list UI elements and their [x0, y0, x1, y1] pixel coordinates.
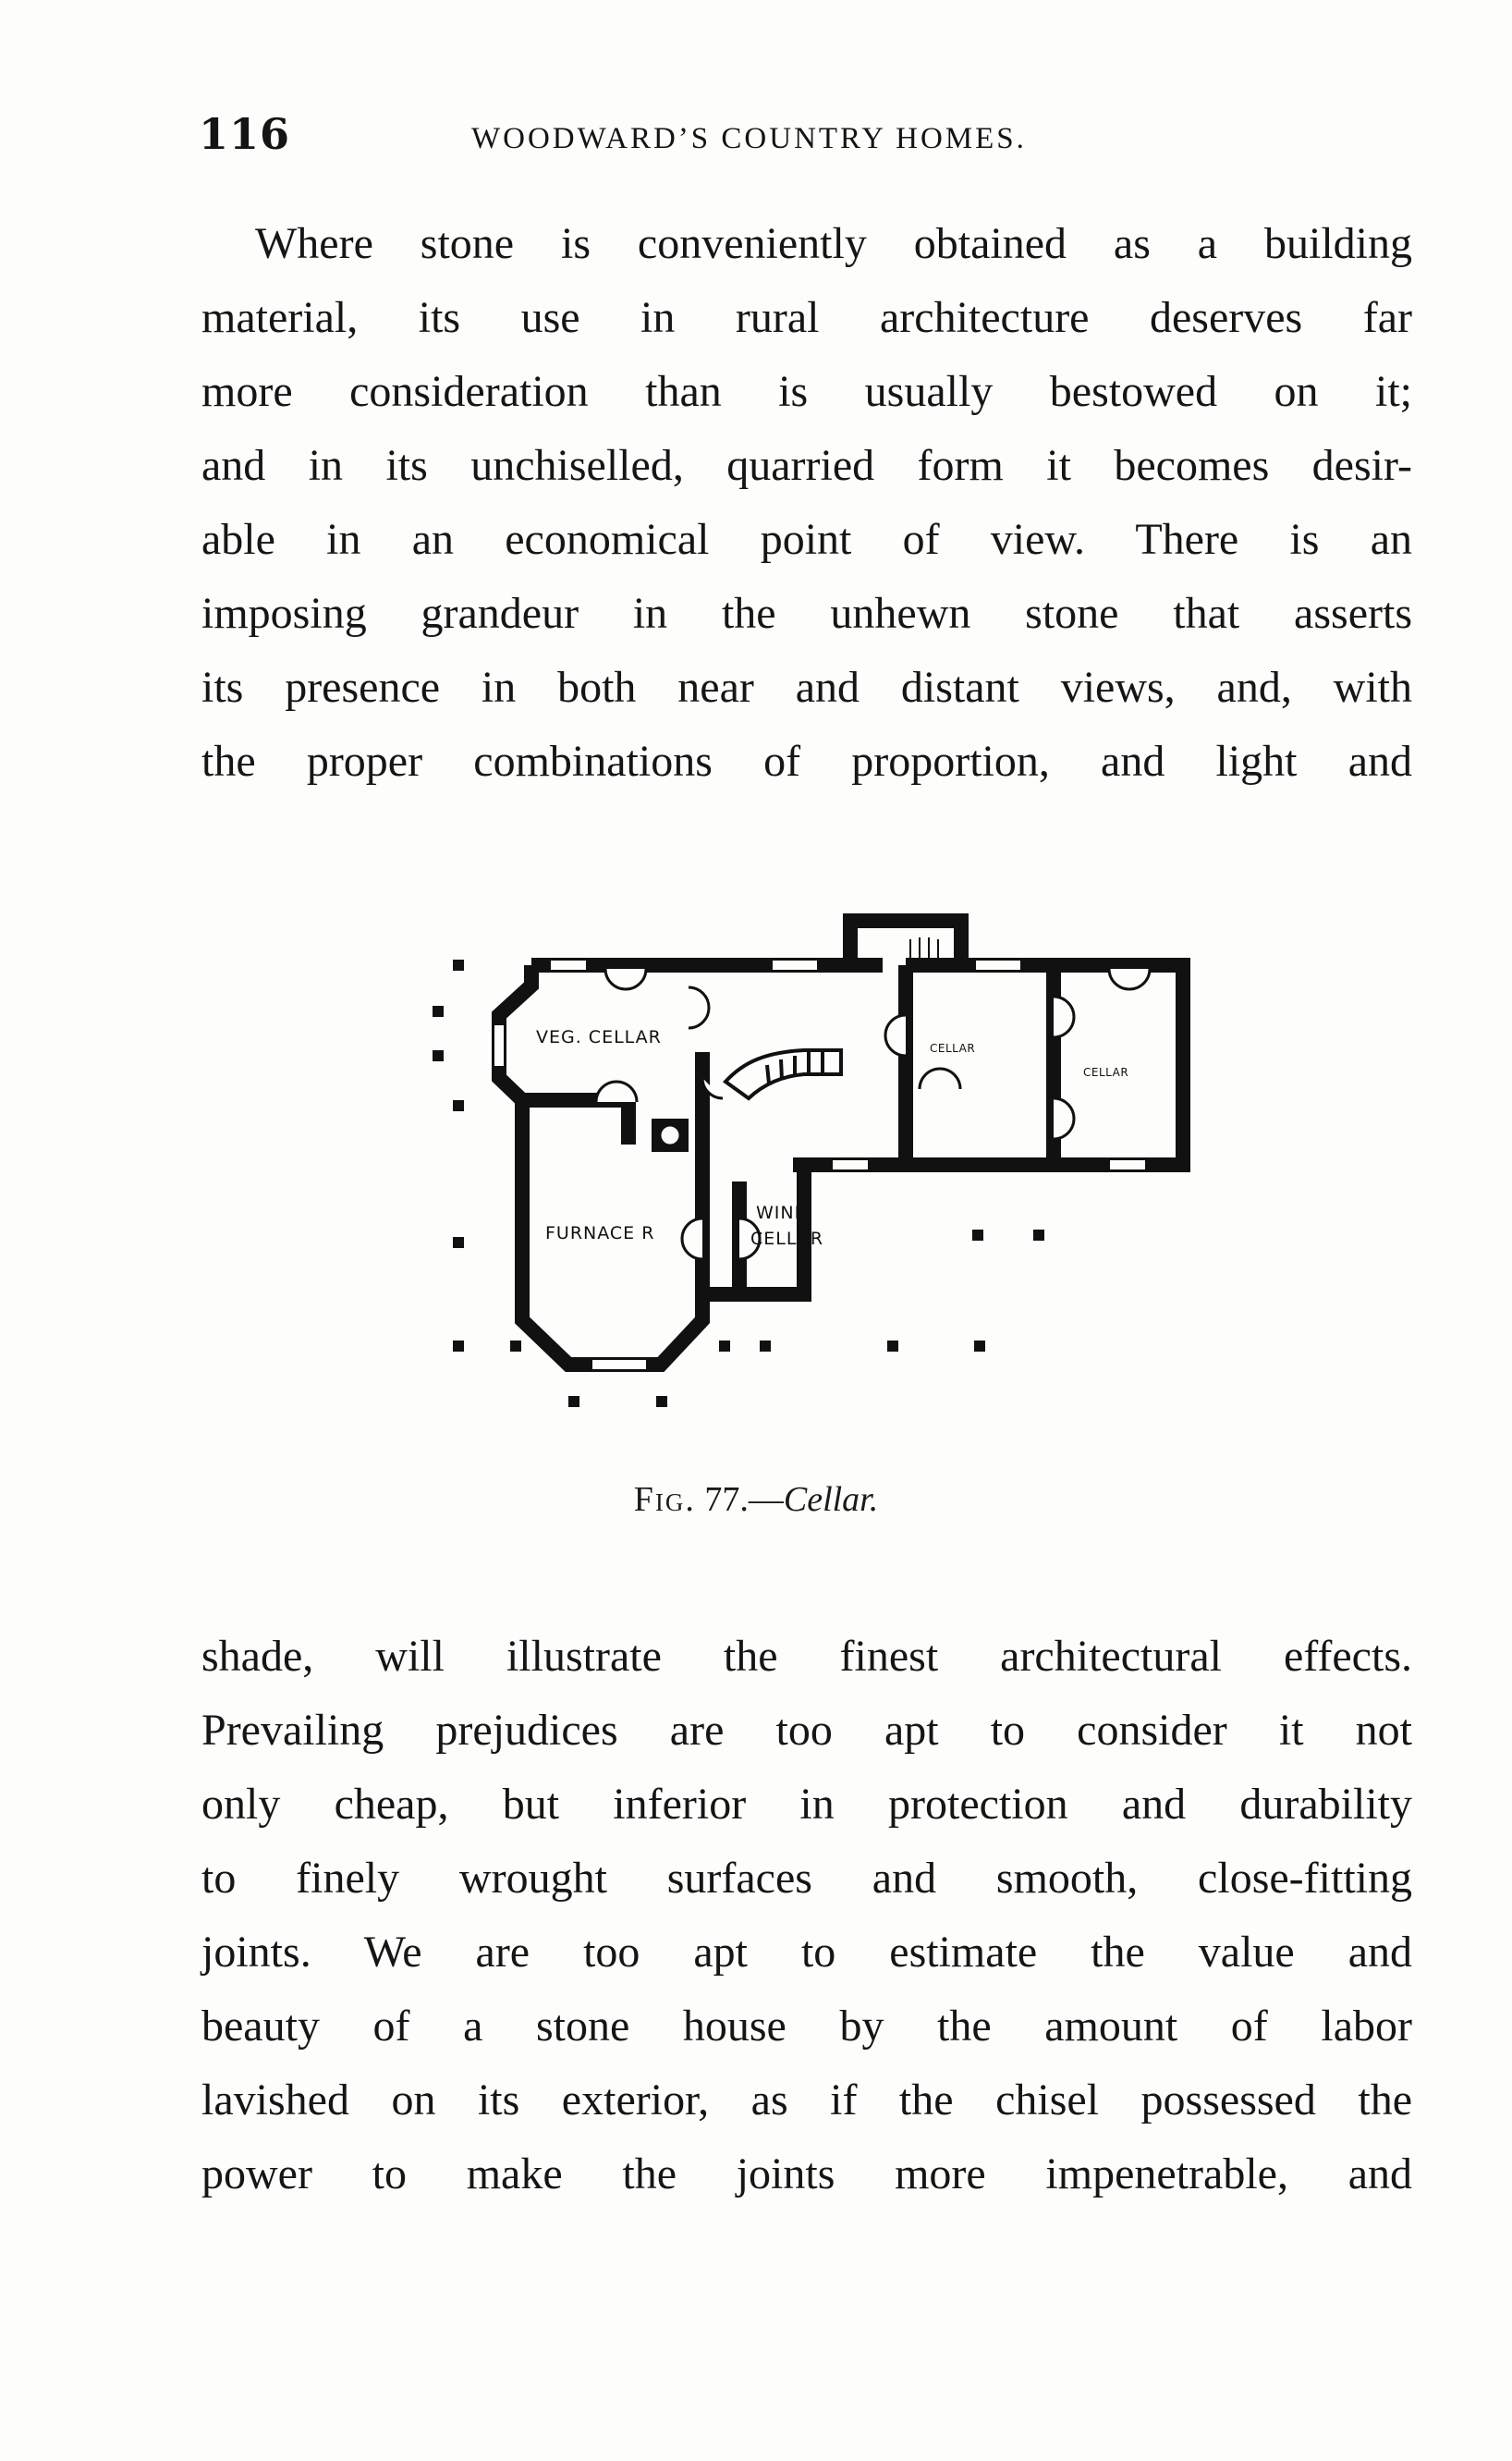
text-line: its presence in both near and distant views, and, with — [201, 663, 1412, 712]
door-arc — [596, 1082, 637, 1102]
window — [1109, 1159, 1146, 1170]
stair-treads — [767, 1052, 823, 1084]
text-line: Where stone is conveniently obtained as a building — [255, 219, 1412, 268]
veg-cellar-bottom-wall — [522, 1100, 628, 1145]
cellar-floor-plan — [407, 904, 1201, 1459]
door-arcs — [596, 969, 1150, 1259]
flue-lines — [910, 937, 938, 960]
text-line: material, its use in rural architecture deserves far — [201, 293, 1412, 342]
window — [591, 1359, 647, 1370]
page-number: 116 — [199, 109, 291, 159]
window — [975, 960, 1021, 971]
paragraph-top — [201, 207, 1412, 799]
paragraph-bottom — [201, 1620, 1412, 2211]
stair — [726, 1050, 841, 1098]
text-line: power to make the joints more impenetrable, and — [201, 2149, 1412, 2198]
text-line: joints. We are too apt to estimate the value and — [201, 1928, 1412, 1977]
label-veg-cellar: VEG. CELLAR — [536, 1027, 662, 1047]
caption-title: Cellar. — [783, 1480, 879, 1519]
label-wine: WINE — [756, 1203, 807, 1223]
window — [494, 1024, 505, 1067]
door-arc — [605, 969, 646, 989]
label-cellar: CELLAR — [930, 1042, 976, 1055]
chimney-flues — [910, 937, 938, 960]
door-arc — [920, 1069, 960, 1089]
label-wine-cellar: CELLAR — [750, 1229, 824, 1249]
page-header — [199, 109, 1363, 174]
text-line: beauty of a stone house by the amount of labor — [201, 2002, 1412, 2051]
door-arc — [689, 987, 709, 1028]
outer-wall-right — [906, 965, 1183, 1165]
caption-fig: Fig. — [633, 1480, 696, 1519]
text-line: and in its unchiselled, quarried form it becomes desir- — [201, 441, 1412, 490]
caption-number: 77.— — [704, 1480, 784, 1519]
window — [550, 960, 587, 971]
text-line: imposing grandeur in the unhewn stone that asserts — [201, 589, 1412, 638]
door-arc — [1109, 969, 1150, 989]
text-line: only cheap, but inferior in protection and durability — [201, 1780, 1412, 1829]
text-line: able in an economical point of view. There is an — [201, 515, 1412, 564]
door-arc — [682, 1218, 702, 1259]
door-arc — [1054, 997, 1074, 1037]
door-arc — [885, 1015, 906, 1056]
furnace-symbol — [652, 1119, 689, 1152]
plan-walls — [499, 921, 1183, 1365]
running-title: WOODWARD’S COUNTRY HOMES. — [471, 122, 1027, 155]
text-line: the proper combinations of proportion, and light and — [201, 737, 1412, 786]
label-furnace-room: FURNACE R — [545, 1223, 655, 1243]
floor-plan-drawing — [407, 904, 1201, 1459]
window — [772, 960, 818, 971]
text-line: shade, will illustrate the finest architectural effects. — [201, 1632, 1412, 1681]
text-line: lavished on its exterior, as if the chisel possessed the — [201, 2075, 1412, 2124]
text-line: Prevailing prejudices are too apt to consider it not — [201, 1706, 1412, 1755]
figure-caption — [0, 1479, 1512, 1520]
text-line: more consideration than is usually bestowed on it; — [201, 367, 1412, 416]
label-cellar-small: CELLAR — [1083, 1066, 1129, 1079]
window — [832, 1159, 869, 1170]
text-line: to finely wrought surfaces and smooth, close-fitting — [201, 1854, 1412, 1903]
door-arc — [1054, 1098, 1074, 1139]
